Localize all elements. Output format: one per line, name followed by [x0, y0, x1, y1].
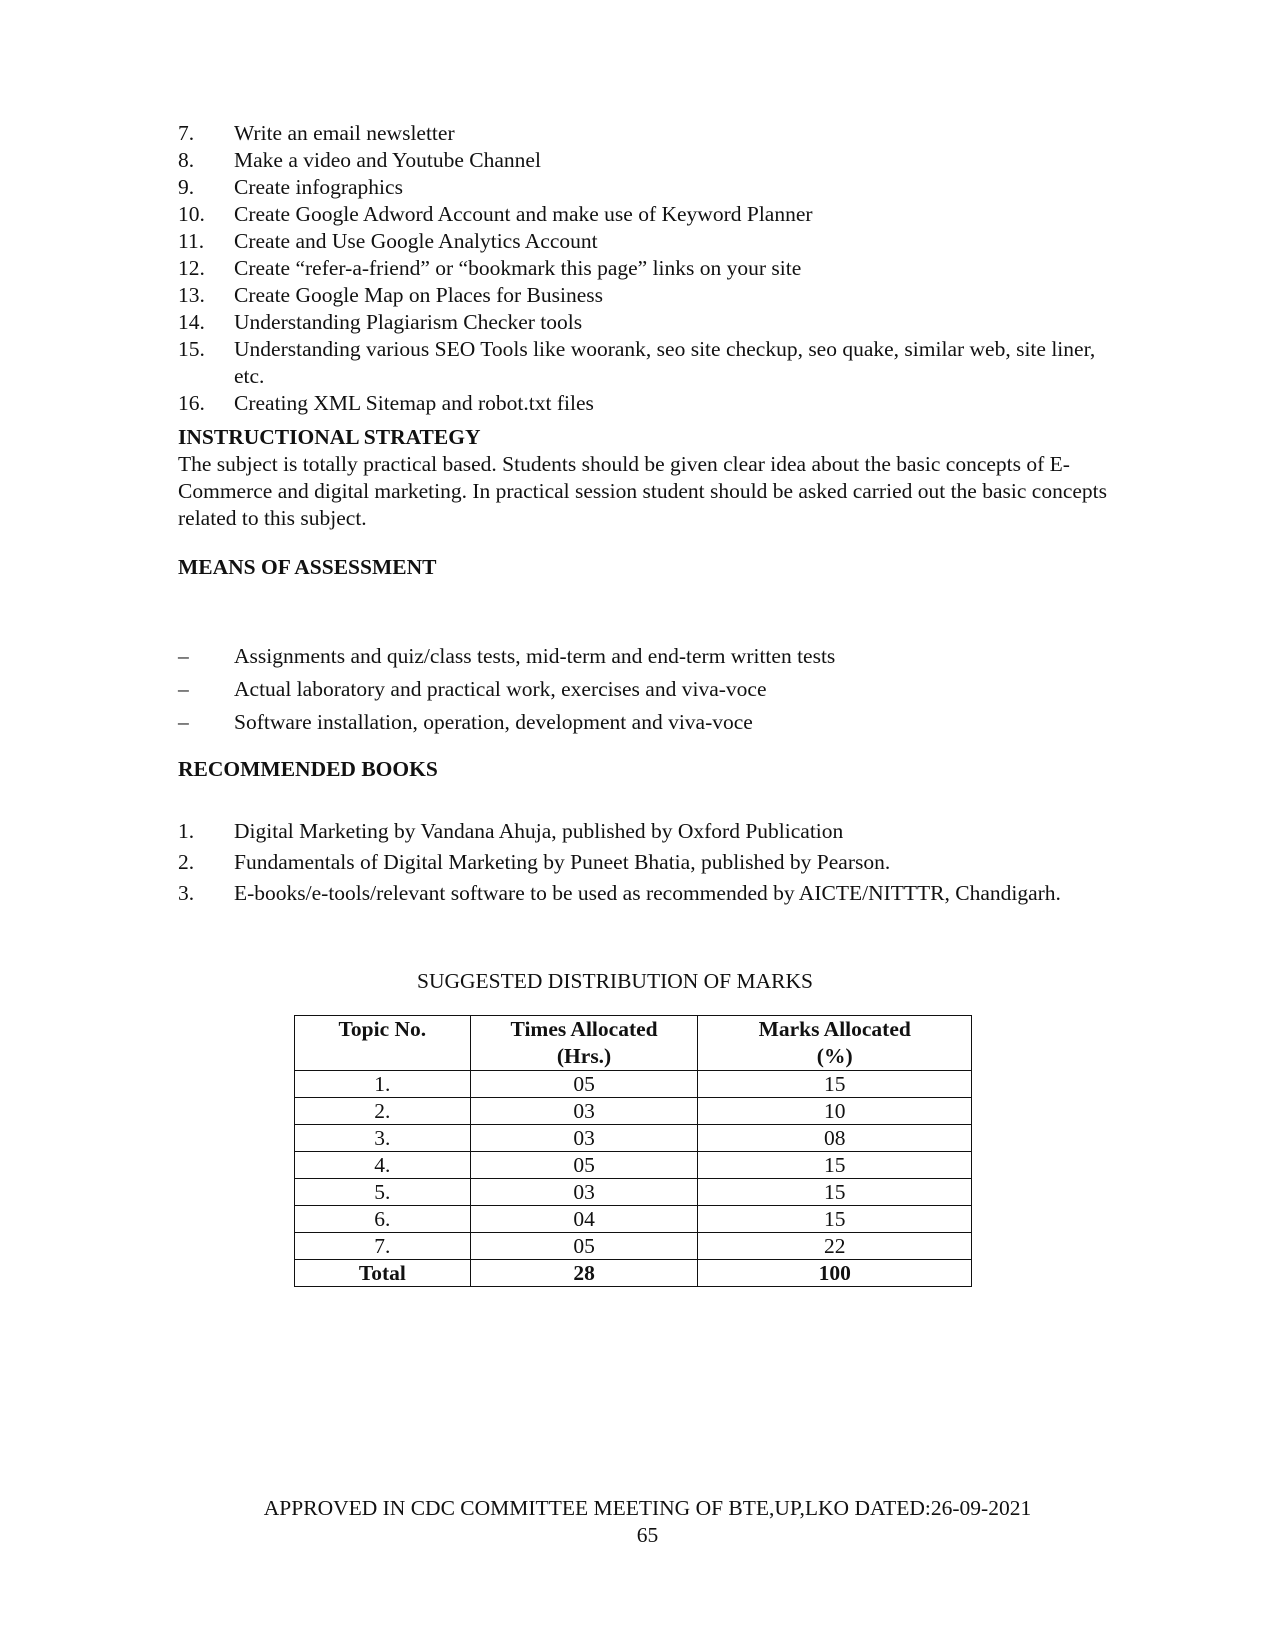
practical-item [178, 174, 1098, 201]
assessment-list [178, 640, 1098, 739]
practical-item [178, 390, 1098, 417]
list-item-text: Create and Use Google Analytics Account [234, 229, 598, 253]
means-of-assessment-heading: MEANS OF ASSESSMENT [178, 555, 437, 579]
list-item-text: Creating XML Sitemap and robot.txt files [234, 391, 594, 415]
practical-item [178, 255, 1098, 282]
list-item-text: Write an email newsletter [234, 121, 455, 145]
list-item-number: 14. [178, 310, 205, 334]
list-item-text: Digital Marketing by Vandana Ahuja, published by Oxford Publication [234, 819, 844, 843]
list-item-text: Create Google Adword Account and make use of Keyword Planner [234, 202, 813, 226]
list-item-number: 3. [178, 881, 195, 905]
recommended-books-heading: RECOMMENDED BOOKS [178, 757, 438, 781]
list-item-number: – [178, 710, 189, 734]
table-cell: 15 [698, 1071, 972, 1098]
book-item [178, 878, 1098, 909]
list-item-number: – [178, 644, 189, 668]
list-item-text: Fundamentals of Digital Marketing by Puneet Bhatia, published by Pearson. [234, 850, 891, 874]
table-row [295, 1152, 972, 1179]
practical-item [178, 309, 1098, 336]
book-item [178, 847, 1098, 878]
list-item-text: Create “refer-a-friend” or “bookmark this page” links on your site [234, 256, 802, 280]
table-cell: 15 [698, 1179, 972, 1206]
table-cell: 15 [698, 1206, 972, 1233]
table-cell: 22 [698, 1233, 972, 1260]
table-row [295, 1206, 972, 1233]
list-item-number: 16. [178, 391, 205, 415]
list-item-number: 11. [178, 229, 205, 253]
header-line: Topic No. [338, 1017, 427, 1041]
table-row [295, 1125, 972, 1152]
table-row [295, 1071, 972, 1098]
table-header-cell [698, 1016, 972, 1071]
total-cell: 100 [698, 1260, 972, 1287]
table-cell: 08 [698, 1125, 972, 1152]
list-item-number: 1. [178, 819, 195, 843]
list-item-text: Create Google Map on Places for Business [234, 283, 604, 307]
practical-item [178, 201, 1098, 228]
table-cell: 04 [470, 1206, 698, 1233]
list-item-number: 9. [178, 175, 195, 199]
list-item-number: 7. [178, 121, 195, 145]
page-number: 65 [636, 1523, 659, 1547]
list-item-number: 15. [178, 337, 205, 361]
practical-item [178, 228, 1098, 255]
list-item-number: – [178, 677, 189, 701]
list-item-text: Create infographics [234, 175, 403, 199]
marks-table-title: SUGGESTED DISTRIBUTION OF MARKS [417, 969, 813, 993]
practical-item [178, 282, 1098, 309]
header-line: (Hrs.) [556, 1044, 612, 1068]
table-header-row [295, 1016, 972, 1071]
list-item-number: 8. [178, 148, 195, 172]
header-line: (%) [816, 1044, 853, 1068]
recommended-books-list [178, 816, 1098, 909]
list-item-number: 2. [178, 850, 195, 874]
practical-item [178, 147, 1098, 174]
list-item-number: 10. [178, 202, 205, 226]
table-cell: 2. [295, 1098, 471, 1125]
table-cell: 15 [698, 1152, 972, 1179]
table-cell: 4. [295, 1152, 471, 1179]
table-cell: 3. [295, 1125, 471, 1152]
table-row [295, 1179, 972, 1206]
list-item-text: Understanding Plagiarism Checker tools [234, 310, 583, 334]
list-item-number: 13. [178, 283, 205, 307]
list-item-text: Make a video and Youtube Channel [234, 148, 541, 172]
practical-item [178, 336, 1098, 390]
list-item-text: Understanding various SEO Tools like woorank, seo site checkup, seo quake, similar web, site liner, etc. [234, 337, 1096, 388]
table-cell: 10 [698, 1098, 972, 1125]
table-cell: 7. [295, 1233, 471, 1260]
book-item [178, 816, 1098, 847]
total-cell: Total [295, 1260, 471, 1287]
assessment-item [178, 673, 1098, 706]
list-item-text: Assignments and quiz/class tests, mid-term and end-term written tests [234, 644, 836, 668]
table-cell: 6. [295, 1206, 471, 1233]
header-line: Times Allocated [510, 1017, 658, 1041]
list-item-number: 12. [178, 256, 205, 280]
instructional-strategy-text: The subject is totally practical based. Students should be given clear idea about the basic concepts of E-Commerce and digital marketing. In practical session student should be asked carried out the basic concepts related to this subject. [178, 452, 1107, 530]
practical-item [178, 120, 1098, 147]
table-cell: 05 [470, 1152, 698, 1179]
practical-exercises-list [178, 120, 1098, 417]
table-cell: 05 [470, 1071, 698, 1098]
table-row [295, 1233, 972, 1260]
page-footer [0, 1495, 1275, 1549]
table-row [295, 1098, 972, 1125]
table-cell: 03 [470, 1125, 698, 1152]
list-item-text: Actual laboratory and practical work, exercises and viva-voce [234, 677, 767, 701]
table-cell: 03 [470, 1179, 698, 1206]
table-cell: 03 [470, 1098, 698, 1125]
list-item-text: Software installation, operation, development and viva-voce [234, 710, 753, 734]
total-cell: 28 [470, 1260, 698, 1287]
table-cell: 05 [470, 1233, 698, 1260]
approval-note: APPROVED IN CDC COMMITTEE MEETING OF BTE,UP,LKO DATED:26-09-2021 [263, 1496, 1032, 1520]
table-header-cell [295, 1016, 471, 1071]
instructional-strategy-heading: INSTRUCTIONAL STRATEGY [178, 425, 481, 449]
marks-distribution-table [294, 1015, 972, 1287]
table-cell: 5. [295, 1179, 471, 1206]
assessment-item [178, 706, 1098, 739]
header-line: Marks Allocated [758, 1017, 911, 1041]
assessment-item [178, 640, 1098, 673]
list-item-text: E-books/e-tools/relevant software to be used as recommended by AICTE/NITTTR, Chandigarh. [234, 881, 1061, 905]
table-total-row [295, 1260, 972, 1287]
table-cell: 1. [295, 1071, 471, 1098]
table-header-cell [470, 1016, 698, 1071]
